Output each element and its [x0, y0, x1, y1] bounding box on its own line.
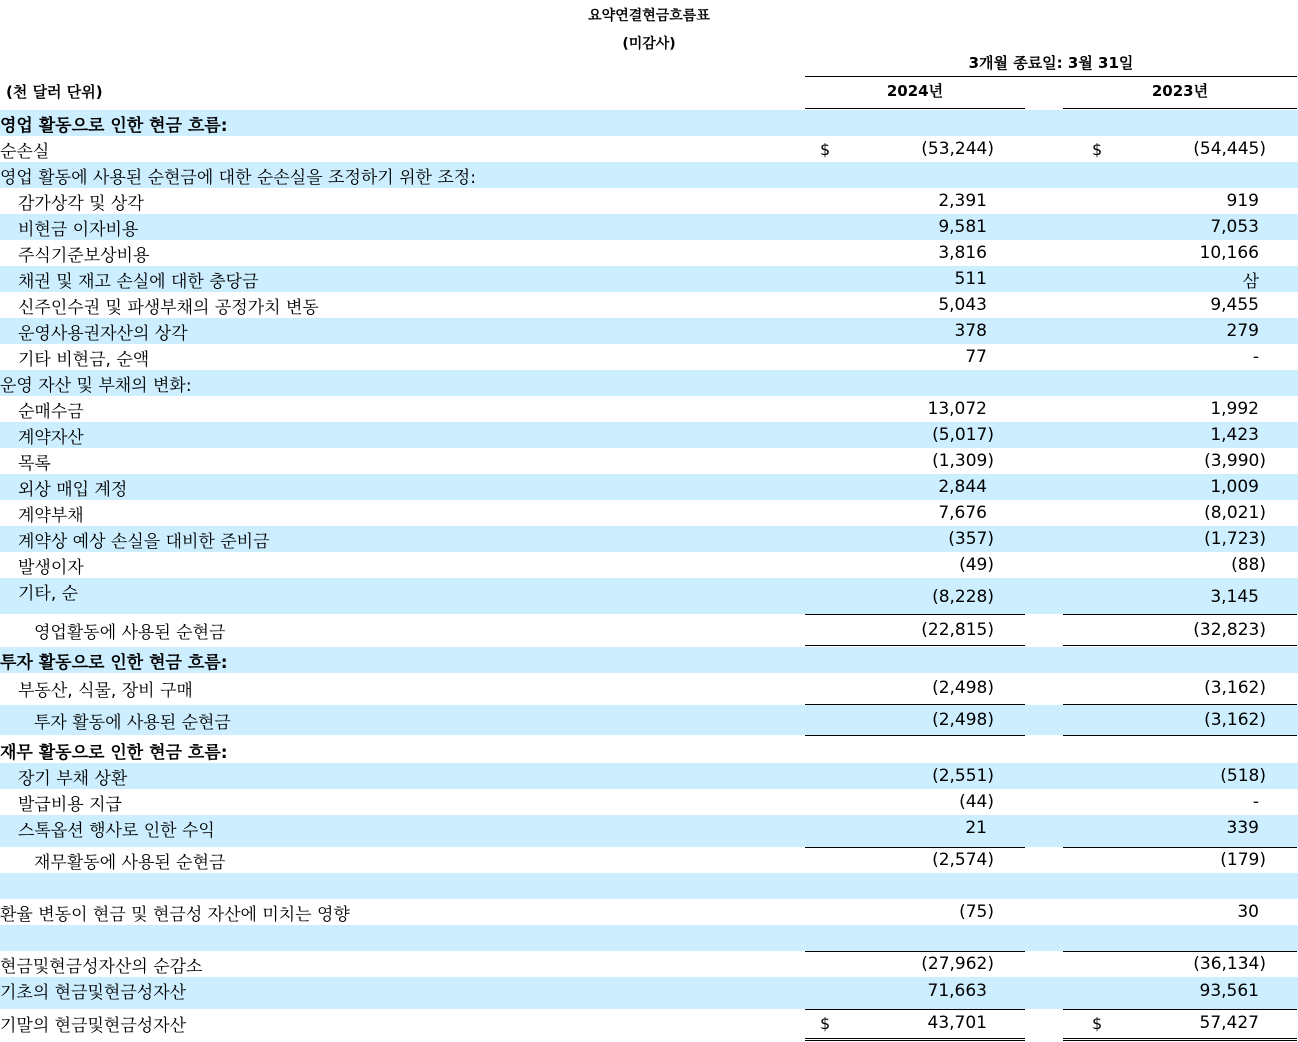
- value-2024: 2,844: [938, 477, 987, 497]
- value-2023: (3,162): [1204, 710, 1266, 730]
- value-2023: -: [1252, 347, 1259, 367]
- value-2023: (54,445): [1193, 139, 1266, 159]
- row-label: 계약부채: [18, 505, 84, 526]
- value-2024: 2,391: [938, 191, 987, 211]
- value-2024: (22,815): [921, 620, 994, 640]
- row-label: 영업 활동에 사용된 순현금에 대한 순손실을 조정하기 위한 조정:: [0, 167, 476, 188]
- value-2023: (1,723): [1204, 529, 1266, 549]
- table-row: [0, 448, 1298, 474]
- table-row: [0, 474, 1298, 500]
- column-rule-2024: [805, 108, 1025, 109]
- value-2024: (5,017): [932, 425, 994, 445]
- value-2024: (2,574): [932, 850, 994, 870]
- subsection-header-adjustments: [0, 162, 1298, 188]
- value-2023: -: [1252, 792, 1259, 812]
- row-label: 신주인수권 및 파생부채의 공정가치 변동: [18, 297, 319, 318]
- value-2023: (179): [1220, 850, 1266, 870]
- value-2024: (2,498): [932, 678, 994, 698]
- subtotal-row-financing: [0, 847, 1298, 873]
- row-label: 운영사용권자산의 상각: [18, 323, 188, 344]
- value-2023: 279: [1226, 321, 1259, 341]
- value-2023: 3,145: [1210, 587, 1259, 607]
- value-2024: (357): [948, 529, 994, 549]
- table-row: [0, 789, 1298, 815]
- section-header-investing: [0, 647, 1298, 673]
- value-2023: (518): [1220, 766, 1266, 786]
- row-label: 순매수금: [18, 401, 84, 422]
- row-label: 기초의 현금및현금성자산: [0, 982, 187, 1003]
- table-row: [0, 188, 1298, 214]
- row-label: 기타, 순: [18, 583, 79, 604]
- value-2024: 71,663: [927, 981, 987, 1001]
- table-row: [0, 214, 1298, 240]
- table-row: [0, 552, 1298, 578]
- header-rule: [805, 76, 1297, 77]
- row-label: 현금및현금성자산의 순감소: [0, 956, 203, 977]
- table-row: [0, 344, 1298, 370]
- value-2024: (53,244): [921, 139, 994, 159]
- value-2024: (44): [959, 792, 994, 812]
- row-label: 채권 및 재고 손실에 대한 충당금: [18, 271, 259, 292]
- row-label: 계약상 예상 손실을 대비한 준비금: [18, 531, 270, 552]
- row-label: 발생이자: [18, 557, 84, 578]
- value-2024: 43,701: [927, 1013, 987, 1033]
- row-label: 주식기준보상비용: [18, 245, 150, 266]
- value-2023: 93,561: [1199, 981, 1259, 1001]
- subtotal-row-investing: [0, 705, 1298, 735]
- value-2024: 21: [965, 818, 987, 838]
- table-row: [0, 815, 1298, 847]
- section-rule-2023: [1063, 735, 1297, 736]
- row-label: 재무활동에 사용된 순현금: [34, 852, 226, 873]
- value-2024: 5,043: [938, 295, 987, 315]
- table-row-fx-effect: [0, 899, 1298, 925]
- row-label: 계약자산: [18, 427, 84, 448]
- table-row-beginning-cash: [0, 977, 1298, 1009]
- column-rule-2023: [1063, 108, 1297, 109]
- value-2024: (8,228): [932, 587, 994, 607]
- table-row: [0, 422, 1298, 448]
- value-2024: 7,676: [938, 503, 987, 523]
- table-row: [0, 396, 1298, 422]
- value-2024: 77: [965, 347, 987, 367]
- value-2023: 9,455: [1210, 295, 1259, 315]
- value-2023: (32,823): [1193, 620, 1266, 640]
- section-rule-2024: [805, 735, 1025, 736]
- value-2023: 10,166: [1199, 243, 1259, 263]
- value-2024: 3,816: [938, 243, 987, 263]
- value-2023: 919: [1226, 191, 1259, 211]
- value-2024: 378: [954, 321, 987, 341]
- table-row: [0, 763, 1298, 789]
- value-2024: (75): [959, 902, 994, 922]
- row-label: 운영 자산 및 부채의 변화:: [0, 375, 192, 396]
- row-label: 영업 활동으로 인한 현금 흐름:: [0, 115, 228, 136]
- value-2024: 13,072: [927, 399, 987, 419]
- column-header-2024: 2024년: [886, 82, 944, 100]
- row-label: 기타 비현금, 순액: [18, 349, 150, 370]
- value-2023: 30: [1237, 902, 1259, 922]
- value-2024: (1,309): [932, 451, 994, 471]
- value-2023: 1,009: [1210, 477, 1259, 497]
- column-header-2023: 2023년: [1151, 82, 1209, 100]
- currency-symbol: $: [820, 1013, 831, 1033]
- period-header: 3개월 종료일: 3월 31일: [968, 54, 1134, 72]
- value-2023: 삼: [1242, 271, 1259, 292]
- table-row: [0, 500, 1298, 526]
- table-row: [0, 526, 1298, 552]
- currency-symbol: $: [1092, 139, 1103, 159]
- subsection-header-working-capital: [0, 370, 1298, 396]
- row-label: 부동산, 식물, 장비 구매: [18, 680, 193, 701]
- value-2023: 7,053: [1210, 217, 1259, 237]
- table-row: [0, 578, 1298, 614]
- value-2023: 1,423: [1210, 425, 1259, 445]
- row-label: 환율 변동이 현금 및 현금성 자산에 미치는 영향: [0, 904, 350, 925]
- row-label: 영업활동에 사용된 순현금: [34, 622, 226, 643]
- subtotal-row-operating: [0, 615, 1298, 645]
- double-rule-2024: [805, 1038, 1025, 1041]
- currency-symbol: $: [820, 139, 831, 159]
- row-label: 외상 매입 계정: [18, 479, 128, 500]
- unit-label: (천 달러 단위): [6, 83, 103, 101]
- value-2024: 511: [954, 269, 987, 289]
- row-label: 감가상각 및 상각: [18, 193, 144, 214]
- value-2023: 339: [1226, 818, 1259, 838]
- row-label: 비현금 이자비용: [18, 219, 139, 240]
- value-2023: (3,990): [1204, 451, 1266, 471]
- table-row: [0, 292, 1298, 318]
- value-2024: (2,551): [932, 766, 994, 786]
- section-rule-2023: [1063, 645, 1297, 646]
- spacer-row: [0, 873, 1298, 899]
- section-rule-2024: [805, 645, 1025, 646]
- row-label: 스톡옵션 행사로 인한 수익: [18, 820, 215, 841]
- table-row-ending-cash: [0, 1009, 1298, 1037]
- value-2023: (3,162): [1204, 678, 1266, 698]
- section-header-operating: [0, 110, 1298, 136]
- currency-symbol: $: [1092, 1013, 1103, 1033]
- row-label: 장기 부채 상환: [18, 768, 128, 789]
- value-2023: (36,134): [1193, 954, 1266, 974]
- table-row: [0, 240, 1298, 266]
- double-rule-2023: [1063, 1038, 1297, 1041]
- table-row: [0, 673, 1298, 703]
- value-2024: (49): [959, 555, 994, 575]
- value-2023: 57,427: [1199, 1013, 1259, 1033]
- table-row-net-loss: [0, 136, 1298, 162]
- section-header-financing: [0, 737, 1298, 763]
- row-label: 발급비용 지급: [18, 794, 122, 815]
- row-label: 투자 활동에 사용된 순현금: [34, 712, 231, 733]
- value-2023: (8,021): [1204, 503, 1266, 523]
- value-2023: (88): [1231, 555, 1266, 575]
- row-label: 재무 활동으로 인한 현금 흐름:: [0, 742, 228, 763]
- value-2024: (2,498): [932, 710, 994, 730]
- spacer-row: [0, 925, 1298, 951]
- row-label: 목록: [18, 453, 51, 474]
- table-row: [0, 318, 1298, 344]
- value-2023: 1,992: [1210, 399, 1259, 419]
- table-row-net-decrease: [0, 951, 1298, 977]
- row-label: 순손실: [0, 141, 50, 162]
- row-label: 투자 활동으로 인한 현금 흐름:: [0, 652, 228, 673]
- unaudited-note: (미감사): [622, 36, 676, 52]
- statement-title: 요약연결현금흐름표: [588, 8, 710, 24]
- value-2024: (27,962): [921, 954, 994, 974]
- row-label: 기말의 현금및현금성자산: [0, 1015, 187, 1036]
- table-row: [0, 266, 1298, 292]
- value-2024: 9,581: [938, 217, 987, 237]
